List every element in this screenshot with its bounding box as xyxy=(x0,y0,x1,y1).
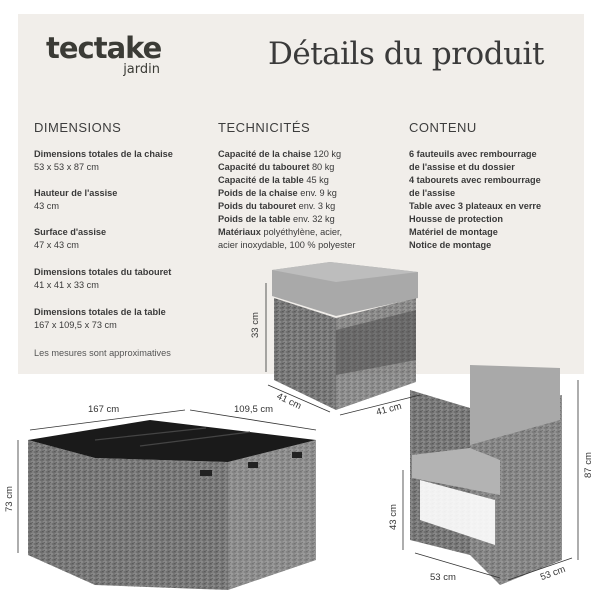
dimension-value: 47 x 43 cm xyxy=(34,240,79,250)
contenu-line: Housse de protection xyxy=(409,214,503,224)
table-side-front xyxy=(95,458,228,590)
dimensions-heading: DIMENSIONS xyxy=(34,120,122,135)
tech-line: acier inoxydable, 100 % polyester xyxy=(218,240,356,250)
chair-illustration xyxy=(410,365,562,585)
dimension-label: Hauteur de l'assise xyxy=(34,188,118,198)
tech-line: Poids de la chaise env. 9 kg xyxy=(218,188,337,198)
table-length-label: 167 cm xyxy=(88,404,120,415)
brand-sub: jardin xyxy=(123,62,160,77)
contenu-line: de l'assise et du dossier xyxy=(409,162,515,172)
contenu-line: Table avec 3 plateaux en verre xyxy=(409,201,542,211)
tech-line: Matériaux polyéthylène, acier, xyxy=(218,227,343,237)
contenu-line: 4 tabourets avec rembourrage xyxy=(409,175,541,185)
contenu-line: Notice de montage xyxy=(409,240,492,250)
tech-line: Capacité de la chaise 120 kg xyxy=(218,149,342,159)
table-leg-left xyxy=(28,440,95,585)
dimension-label: Dimensions totales de la table xyxy=(34,307,166,317)
stool-width-label: 41 cm xyxy=(375,400,403,419)
contenu-heading: CONTENU xyxy=(409,120,477,135)
chair-width-label: 53 cm xyxy=(430,572,456,583)
dimension-value: 167 x 109,5 x 73 cm xyxy=(34,320,117,330)
dimension-value: 41 x 41 x 33 cm xyxy=(34,280,99,290)
table-depth-label: 109,5 cm xyxy=(234,404,274,415)
dimension-value: 43 cm xyxy=(34,201,60,211)
stool-illustration xyxy=(272,262,418,410)
table-height-label: 73 cm xyxy=(4,486,15,512)
brand-name: tectake xyxy=(46,31,162,65)
page-title: Détails du produit xyxy=(268,36,544,72)
chair-seat-height-label: 43 cm xyxy=(388,504,399,530)
tech-line: Capacité du tabouret 80 kg xyxy=(218,162,335,172)
tech-line: Poids du tabouret env. 3 kg xyxy=(218,201,336,211)
table-side-right xyxy=(228,440,316,590)
contenu-line: de l'assise xyxy=(409,188,456,198)
tech-line: Poids de la table env. 32 kg xyxy=(218,214,335,224)
stool-height-label: 33 cm xyxy=(250,312,261,338)
dimension-label: Surface d'assise xyxy=(34,227,107,237)
chair-height-label: 87 cm xyxy=(583,452,594,478)
stool-depth-label: 41 cm xyxy=(274,391,303,412)
chair-depth-label: 53 cm xyxy=(538,563,567,584)
dimension-value: 53 x 53 x 87 cm xyxy=(34,162,99,172)
tech-line: Capacité de la table 45 kg xyxy=(218,175,329,185)
technicites-heading: TECHNICITÉS xyxy=(218,120,311,135)
table-illustration xyxy=(28,420,316,590)
dimension-label: Dimensions totales du tabouret xyxy=(34,267,172,277)
contenu-line: Matériel de montage xyxy=(409,227,498,237)
dimension-label: Dimensions totales de la chaise xyxy=(34,149,173,159)
approx-note: Les mesures sont approximatives xyxy=(34,348,171,358)
contenu-line: 6 fauteuils avec rembourrage xyxy=(409,149,537,159)
